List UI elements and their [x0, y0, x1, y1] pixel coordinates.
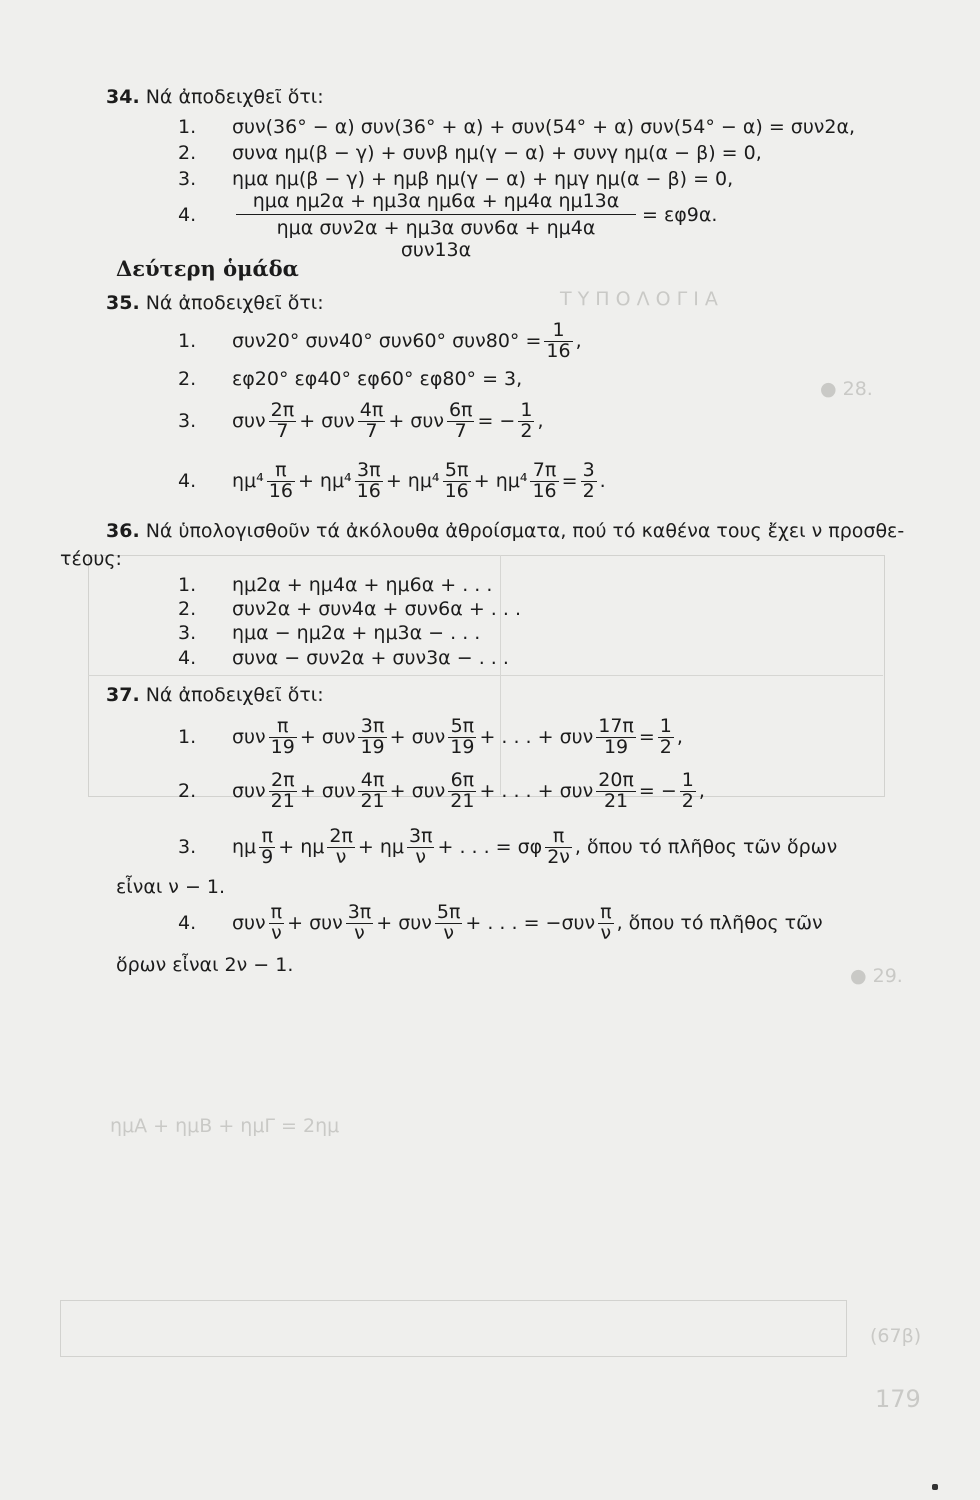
fraction-denominator: ν [407, 847, 435, 868]
fraction-numerator: 2π [270, 398, 295, 421]
fraction-denominator: ν [598, 923, 613, 944]
fraction [581, 458, 597, 502]
expression-text: + συν [388, 410, 444, 432]
expression-text: συν [232, 912, 266, 934]
problem-35-number: 35. [106, 292, 140, 314]
fraction [358, 714, 386, 758]
expression-text: , [676, 726, 683, 748]
problem-35-header [106, 292, 324, 314]
fraction-numerator: 2π [270, 768, 295, 791]
fraction [545, 824, 572, 868]
expression-text: , [537, 410, 544, 432]
expression-text: συν [232, 410, 266, 432]
fraction [358, 398, 386, 442]
fraction-denominator: 21 [596, 791, 636, 812]
fraction-numerator: π [275, 458, 287, 481]
expression-text: + . . . + συν [479, 726, 594, 748]
problem-37-header [106, 684, 324, 706]
fraction-numerator: 6π [448, 398, 473, 421]
problem-37-item-2-number: 2. [178, 780, 197, 802]
problem-34-item-1: συν(36° − α) συν(36° + α) + συν(54° + α) συν(54° − α) = συν2α, [232, 116, 856, 138]
expression-text: συν [232, 780, 266, 802]
problem-34-item-3: ημα ημ(β − γ) + ημβ ημ(γ − α) + ημγ ημ(α − β) = 0, [232, 168, 734, 190]
section-heading: Δεύτερη ὁμάδα [116, 256, 299, 281]
fraction-numerator: 5π [436, 900, 461, 923]
fraction [355, 458, 383, 502]
problem-35-item-2-number: 2. [178, 368, 197, 390]
expression-text: = [561, 470, 578, 492]
expression-text: , ὅπου τό πλῆθος τῶν ὅρων [574, 836, 838, 858]
fraction [596, 768, 636, 812]
expression-text: + ημ⁴ [297, 470, 352, 492]
problem-35-item-1-number: 1. [178, 330, 197, 352]
problem-36-item-1: ημ2α + ημ4α + ημ6α + . . . [232, 574, 493, 596]
fraction-numerator: 1 [659, 714, 672, 737]
expression-text: + . . . + συν [479, 780, 594, 802]
problem-35-item-2: εφ20° εφ40° εφ60° εφ80° = 3, [232, 368, 523, 390]
fraction [269, 768, 297, 812]
problem-37-item-3-number: 3. [178, 836, 197, 858]
expression-text: + συν [299, 780, 356, 802]
fraction-numerator: 7π [532, 458, 557, 481]
problem-34-item-2: συνα ημ(β − γ) + συνβ ημ(γ − α) + συνγ ημ(α − β) = 0, [232, 142, 762, 164]
fraction-numerator: 4π [360, 768, 385, 791]
fraction-denominator: 21 [450, 789, 475, 812]
fraction-numerator: 1 [681, 768, 694, 791]
problem-36-item-2-number: 2. [178, 598, 197, 620]
expression-text: , [575, 330, 582, 352]
fraction-denominator: ημα συν2α + ημ3α συν6α + ημ4α συν13α [236, 214, 636, 261]
fraction [518, 398, 534, 442]
scan-speck [932, 1484, 938, 1490]
problem-37-number: 37. [106, 684, 140, 706]
fraction [269, 900, 284, 944]
problem-34-item-4-fraction [236, 190, 636, 261]
fraction [407, 824, 435, 868]
problem-37-item-4-number: 4. [178, 912, 197, 934]
expression-text: + συν [376, 912, 432, 934]
expression-text: συν [232, 726, 266, 748]
problem-34-item-4-number: 4. [178, 204, 197, 226]
fraction [443, 458, 471, 502]
fraction [658, 714, 674, 758]
fraction-numerator: 4π [359, 398, 384, 421]
expression-text: ημ [232, 836, 257, 858]
expression-text: + ημ [278, 836, 325, 858]
problem-34-item-2-number: 2. [178, 142, 197, 164]
problem-36-title: Νά ὑπολογισθοῦν τά ἀκόλουθα ἀθροίσματα, πού τό καθένα τους ἔχει ν προσθε- [145, 520, 905, 542]
expression-text: + συν [299, 726, 356, 748]
problem-36-item-4: συνα − συν2α + συν3α − . . . [232, 647, 509, 669]
fraction-denominator: ν [327, 847, 355, 868]
fraction-denominator: 16 [444, 479, 469, 502]
fraction-denominator: 16 [356, 479, 381, 502]
expression-text: = [638, 726, 655, 748]
fraction [544, 318, 572, 362]
problem-35-item-4-number: 4. [178, 470, 197, 492]
problem-35-item-3-number: 3. [178, 410, 197, 432]
fraction-denominator: 19 [450, 735, 475, 758]
fraction-numerator: ημα ημ2α + ημ3α ημ6α + ημ4α ημ13α [252, 190, 620, 212]
problem-34-number: 34. [106, 86, 140, 108]
fraction-denominator: 2 [659, 735, 672, 758]
fraction-numerator: 5π [450, 714, 475, 737]
expression-text: + . . . = −συν [465, 912, 596, 934]
fraction-numerator: 17π [598, 714, 634, 737]
fraction [259, 824, 275, 868]
fraction-numerator: 3π [347, 900, 372, 923]
fraction-denominator: 2 [582, 479, 595, 502]
expression-text: + συν [389, 780, 446, 802]
fraction-numerator: π [261, 824, 273, 847]
expression-text: συν20° συν40° συν60° συν80° = [232, 330, 542, 352]
problem-37-item-1-number: 1. [178, 726, 197, 748]
problem-36-header [106, 520, 904, 542]
fraction-denominator: 7 [447, 421, 475, 442]
problem-35-item-4 [232, 456, 606, 506]
problem-36-item-2: συν2α + συν4α + συν6α + . . . [232, 598, 521, 620]
expression-text: + συν [287, 912, 343, 934]
problem-34-header [106, 86, 324, 108]
fraction [447, 398, 475, 442]
expression-text: = − [477, 410, 516, 432]
fraction-numerator: 5π [444, 458, 469, 481]
problem-37-item-1 [232, 712, 683, 762]
problem-34-title: Νά ἀποδειχθεῖ ὅτι: [145, 86, 324, 108]
fraction-denominator: 2 [681, 789, 694, 812]
fraction-numerator: π [277, 714, 289, 737]
fraction-denominator: 19 [596, 737, 636, 758]
fraction [680, 768, 696, 812]
fraction [358, 768, 386, 812]
problem-36-number: 36. [106, 520, 140, 542]
fraction-numerator: π [600, 900, 612, 923]
fraction [598, 900, 613, 944]
fraction-denominator: 16 [532, 479, 557, 502]
expression-text: = − [638, 780, 677, 802]
fraction-denominator: 16 [268, 479, 293, 502]
fraction [327, 824, 355, 868]
problem-35-item-3 [232, 396, 544, 446]
problem-36-item-3-number: 3. [178, 622, 197, 644]
problem-34-item-1-number: 1. [178, 116, 197, 138]
fraction-numerator: π [270, 900, 283, 923]
fraction-denominator: 19 [360, 735, 385, 758]
expression-text: . [599, 470, 606, 492]
problem-36-item-1-number: 1. [178, 574, 197, 596]
fraction-numerator: 3π [408, 824, 433, 847]
fraction [269, 714, 297, 758]
fraction-numerator: 3π [356, 458, 381, 481]
problem-35-item-1 [232, 316, 582, 366]
fraction-numerator: 2π [329, 824, 353, 847]
expression-text: ημ⁴ [232, 470, 264, 492]
fraction [435, 900, 463, 944]
fraction [448, 768, 476, 812]
fraction-denominator: ν [435, 923, 463, 944]
fraction [267, 458, 295, 502]
fraction [596, 714, 636, 758]
problem-37-item-3 [232, 822, 837, 872]
fraction-denominator: 21 [360, 789, 385, 812]
problem-34-item-4-rhs: = εφ9α. [642, 204, 718, 226]
fraction [448, 714, 476, 758]
expression-text: + συν [299, 410, 355, 432]
fraction-numerator: 3 [582, 458, 595, 481]
expression-text: + ημ⁴ [385, 470, 440, 492]
fraction [530, 458, 558, 502]
expression-text: , [698, 780, 705, 802]
problem-35-title: Νά ἀποδειχθεῖ ὅτι: [145, 292, 324, 314]
expression-text: + συν [389, 726, 446, 748]
problem-37-item-4 [232, 898, 823, 948]
fraction-denominator: 2 [520, 419, 533, 442]
expression-text: + ημ⁴ [473, 470, 528, 492]
fraction-numerator: 1 [520, 398, 533, 421]
fraction-denominator: 19 [270, 735, 295, 758]
problem-36-item-3: ημα − ημ2α + ημ3α − . . . [232, 622, 481, 644]
expression-text: + ημ [357, 836, 404, 858]
fraction [269, 398, 297, 442]
fraction-denominator: 7 [269, 421, 297, 442]
fraction-denominator: ν [269, 923, 284, 944]
fraction-numerator: π [552, 824, 565, 847]
fraction-denominator: 16 [546, 339, 571, 362]
fraction [346, 900, 374, 944]
problem-37-title: Νά ἀποδειχθεῖ ὅτι: [145, 684, 324, 706]
fraction-denominator: 9 [261, 845, 274, 868]
fraction-denominator: 2ν [547, 845, 570, 868]
fraction-denominator: ν [346, 923, 374, 944]
expression-text: + . . . = σφ [437, 836, 543, 858]
problem-36-item-4-number: 4. [178, 647, 197, 669]
problem-37-item-3-continuation: εἶναι ν − 1. [116, 876, 226, 898]
fraction-numerator: 20π [598, 768, 634, 791]
problem-34-item-3-number: 3. [178, 168, 197, 190]
fraction-denominator: 21 [270, 789, 295, 812]
fraction-numerator: 6π [450, 768, 475, 791]
fraction-denominator: 7 [358, 421, 386, 442]
expression-text: , ὅπου τό πλῆθος τῶν [616, 912, 823, 934]
fraction-numerator: 3π [360, 714, 385, 737]
problem-37-item-2 [232, 766, 705, 816]
problem-36-title-continuation: τέους: [60, 548, 122, 570]
problem-37-item-4-continuation: ὅρων εἶναι 2ν − 1. [116, 954, 294, 976]
fraction-numerator: 1 [552, 318, 565, 341]
